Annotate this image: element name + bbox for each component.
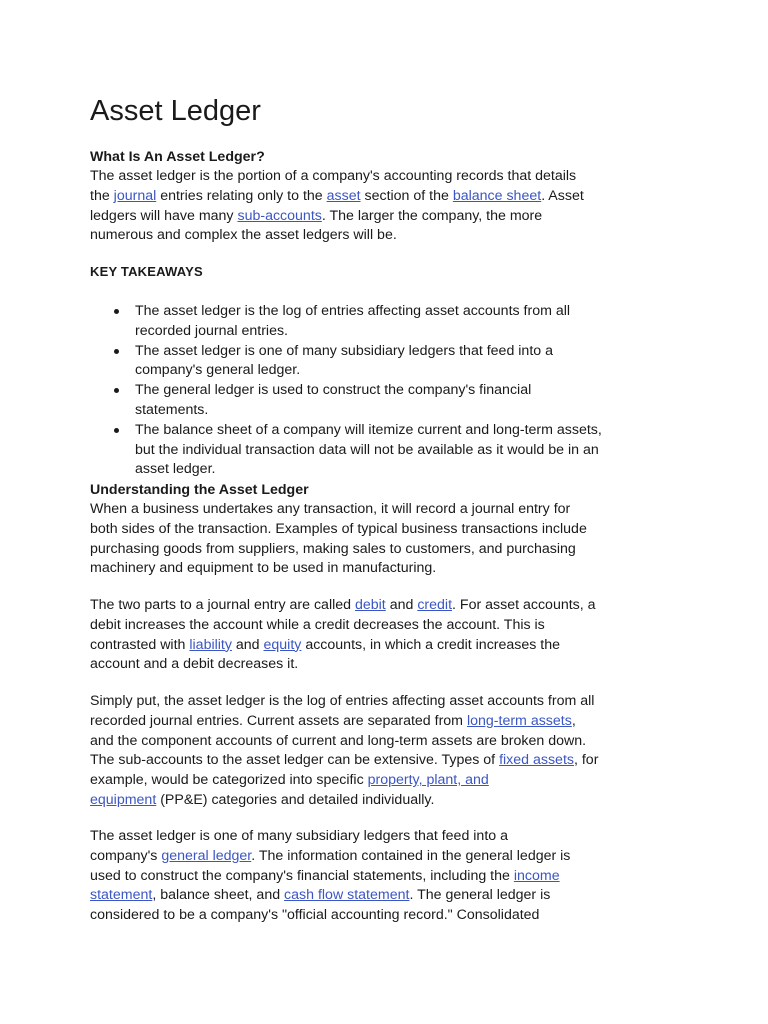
text-line: statements. (135, 401, 209, 418)
text-line: debit increases the account while a credit decreases the account. This is (90, 616, 545, 633)
text-run: . The general ledger is (409, 887, 551, 904)
text-line (90, 791, 690, 811)
link-income-statement[interactable]: statement (90, 887, 153, 904)
bullet-icon (114, 309, 119, 314)
link-property-plant-equipment[interactable]: property, plant, and (367, 772, 489, 789)
text-run: , balance sheet, and (152, 887, 285, 904)
text-line (90, 187, 690, 207)
text-line: account and a debit decreases it. (90, 656, 299, 673)
text-line (90, 636, 690, 656)
text-run: The two parts to a journal entry are called (90, 597, 355, 613)
key-takeaways-list (90, 302, 690, 480)
text-line: The asset ledger is one of many subsidiary ledgers that feed into a (90, 828, 508, 844)
link-cash-flow-statement[interactable]: cash flow statement (284, 887, 410, 904)
text-line (90, 847, 690, 867)
text-line: asset ledger. (135, 461, 216, 478)
bullet-icon (114, 428, 119, 433)
text-line: The balance sheet of a company will itemize current and long-term assets, (135, 421, 602, 438)
paragraph-asset-ledger-log (90, 692, 690, 811)
link-credit[interactable]: credit (417, 597, 453, 613)
text-line (90, 207, 690, 227)
text-line: numerous and complex the asset ledgers will be. (90, 227, 397, 244)
list-item (90, 302, 690, 342)
text-line: machinery and equipment to be used in manufacturing. (90, 560, 437, 577)
text-run: accounts, in which a credit increases the (301, 636, 561, 653)
text-line (90, 596, 690, 616)
text-line: Simply put, the asset ledger is the log of entries affecting asset accounts from all (90, 693, 595, 709)
section-heading-understanding: Understanding the Asset Ledger (90, 482, 309, 498)
page-title: Asset Ledger (90, 95, 261, 127)
text-run: the (90, 187, 114, 204)
bullet-icon (114, 349, 119, 354)
paragraph-general-ledger (90, 827, 690, 926)
text-run: . The information contained in the general ledger is (251, 847, 571, 864)
paragraph-debit-credit (90, 596, 690, 675)
link-journal[interactable]: journal (113, 187, 157, 204)
section-heading-what-is: What Is An Asset Ledger? (90, 149, 265, 165)
text-line (90, 712, 690, 732)
text-line: When a business undertakes any transaction, it will record a journal entry for (90, 501, 571, 517)
link-income-statement[interactable]: income (513, 867, 560, 884)
text-line (90, 771, 690, 791)
text-line: The asset ledger is the portion of a company's accounting records that details (90, 168, 577, 184)
text-run: section of the (360, 187, 453, 204)
text-run: recorded journal entries. Current assets are separated from (90, 712, 467, 729)
key-takeaways-heading: KEY TAKEAWAYS (90, 264, 203, 279)
text-run: and (385, 597, 418, 613)
link-liability[interactable]: liability (189, 636, 232, 653)
link-equity[interactable]: equity (263, 636, 302, 653)
text-run: example, would be categorized into specific (90, 772, 368, 789)
list-item (90, 381, 690, 421)
link-fixed-assets[interactable]: fixed assets (499, 752, 574, 769)
list-item (90, 421, 690, 480)
link-debit[interactable]: debit (354, 597, 386, 613)
text-line: The asset ledger is one of many subsidiary ledgers that feed into a (135, 342, 553, 359)
text-line (90, 886, 690, 906)
text-run: (PP&E) categories and detailed individually. (156, 791, 435, 808)
intro-paragraph (90, 167, 690, 246)
text-run: ledgers will have many (90, 207, 238, 224)
text-run: The sub-accounts to the asset ledger can be extensive. Types of (90, 752, 500, 769)
text-line: recorded journal entries. (135, 322, 288, 339)
link-sub-accounts[interactable]: sub-accounts (237, 207, 322, 224)
link-property-plant-equipment[interactable]: equipment (90, 791, 157, 808)
text-run: entries relating only to the (156, 187, 327, 204)
text-line: considered to be a company's "official accounting record." Consolidated (90, 907, 540, 924)
text-run: , for (573, 752, 599, 769)
text-line: The asset ledger is the log of entries affecting asset accounts from all (135, 303, 571, 319)
text-line (90, 751, 690, 771)
text-run: , (571, 712, 576, 729)
paragraph-transactions (90, 500, 690, 579)
text-run: used to construct the company's financial statements, including the (90, 867, 514, 884)
text-line: both sides of the transaction. Examples of typical business transactions include (90, 520, 587, 537)
text-line: purchasing goods from suppliers, making sales to customers, and purchasing (90, 540, 576, 557)
text-run: . Asset (541, 187, 584, 204)
list-item (90, 342, 690, 382)
link-asset[interactable]: asset (326, 187, 361, 204)
text-run: . For asset accounts, a (452, 597, 596, 613)
link-general-ledger[interactable]: general ledger (161, 847, 252, 864)
link-balance-sheet[interactable]: balance sheet (452, 187, 542, 204)
bullet-icon (114, 388, 119, 393)
text-run: . The larger the company, the more (321, 207, 543, 224)
text-run: and (231, 636, 264, 653)
link-long-term-assets[interactable]: long-term assets (466, 712, 572, 729)
text-line (90, 867, 690, 887)
text-line: company's general ledger. (135, 362, 301, 379)
text-run: company's (90, 847, 162, 864)
text-line: but the individual transaction data will not be available as it would be in an (135, 441, 599, 458)
text-line: The general ledger is used to construct the company's financial (135, 382, 532, 399)
text-run: contrasted with (90, 636, 190, 653)
text-line: and the component accounts of current and long-term assets are broken down. (90, 732, 587, 749)
